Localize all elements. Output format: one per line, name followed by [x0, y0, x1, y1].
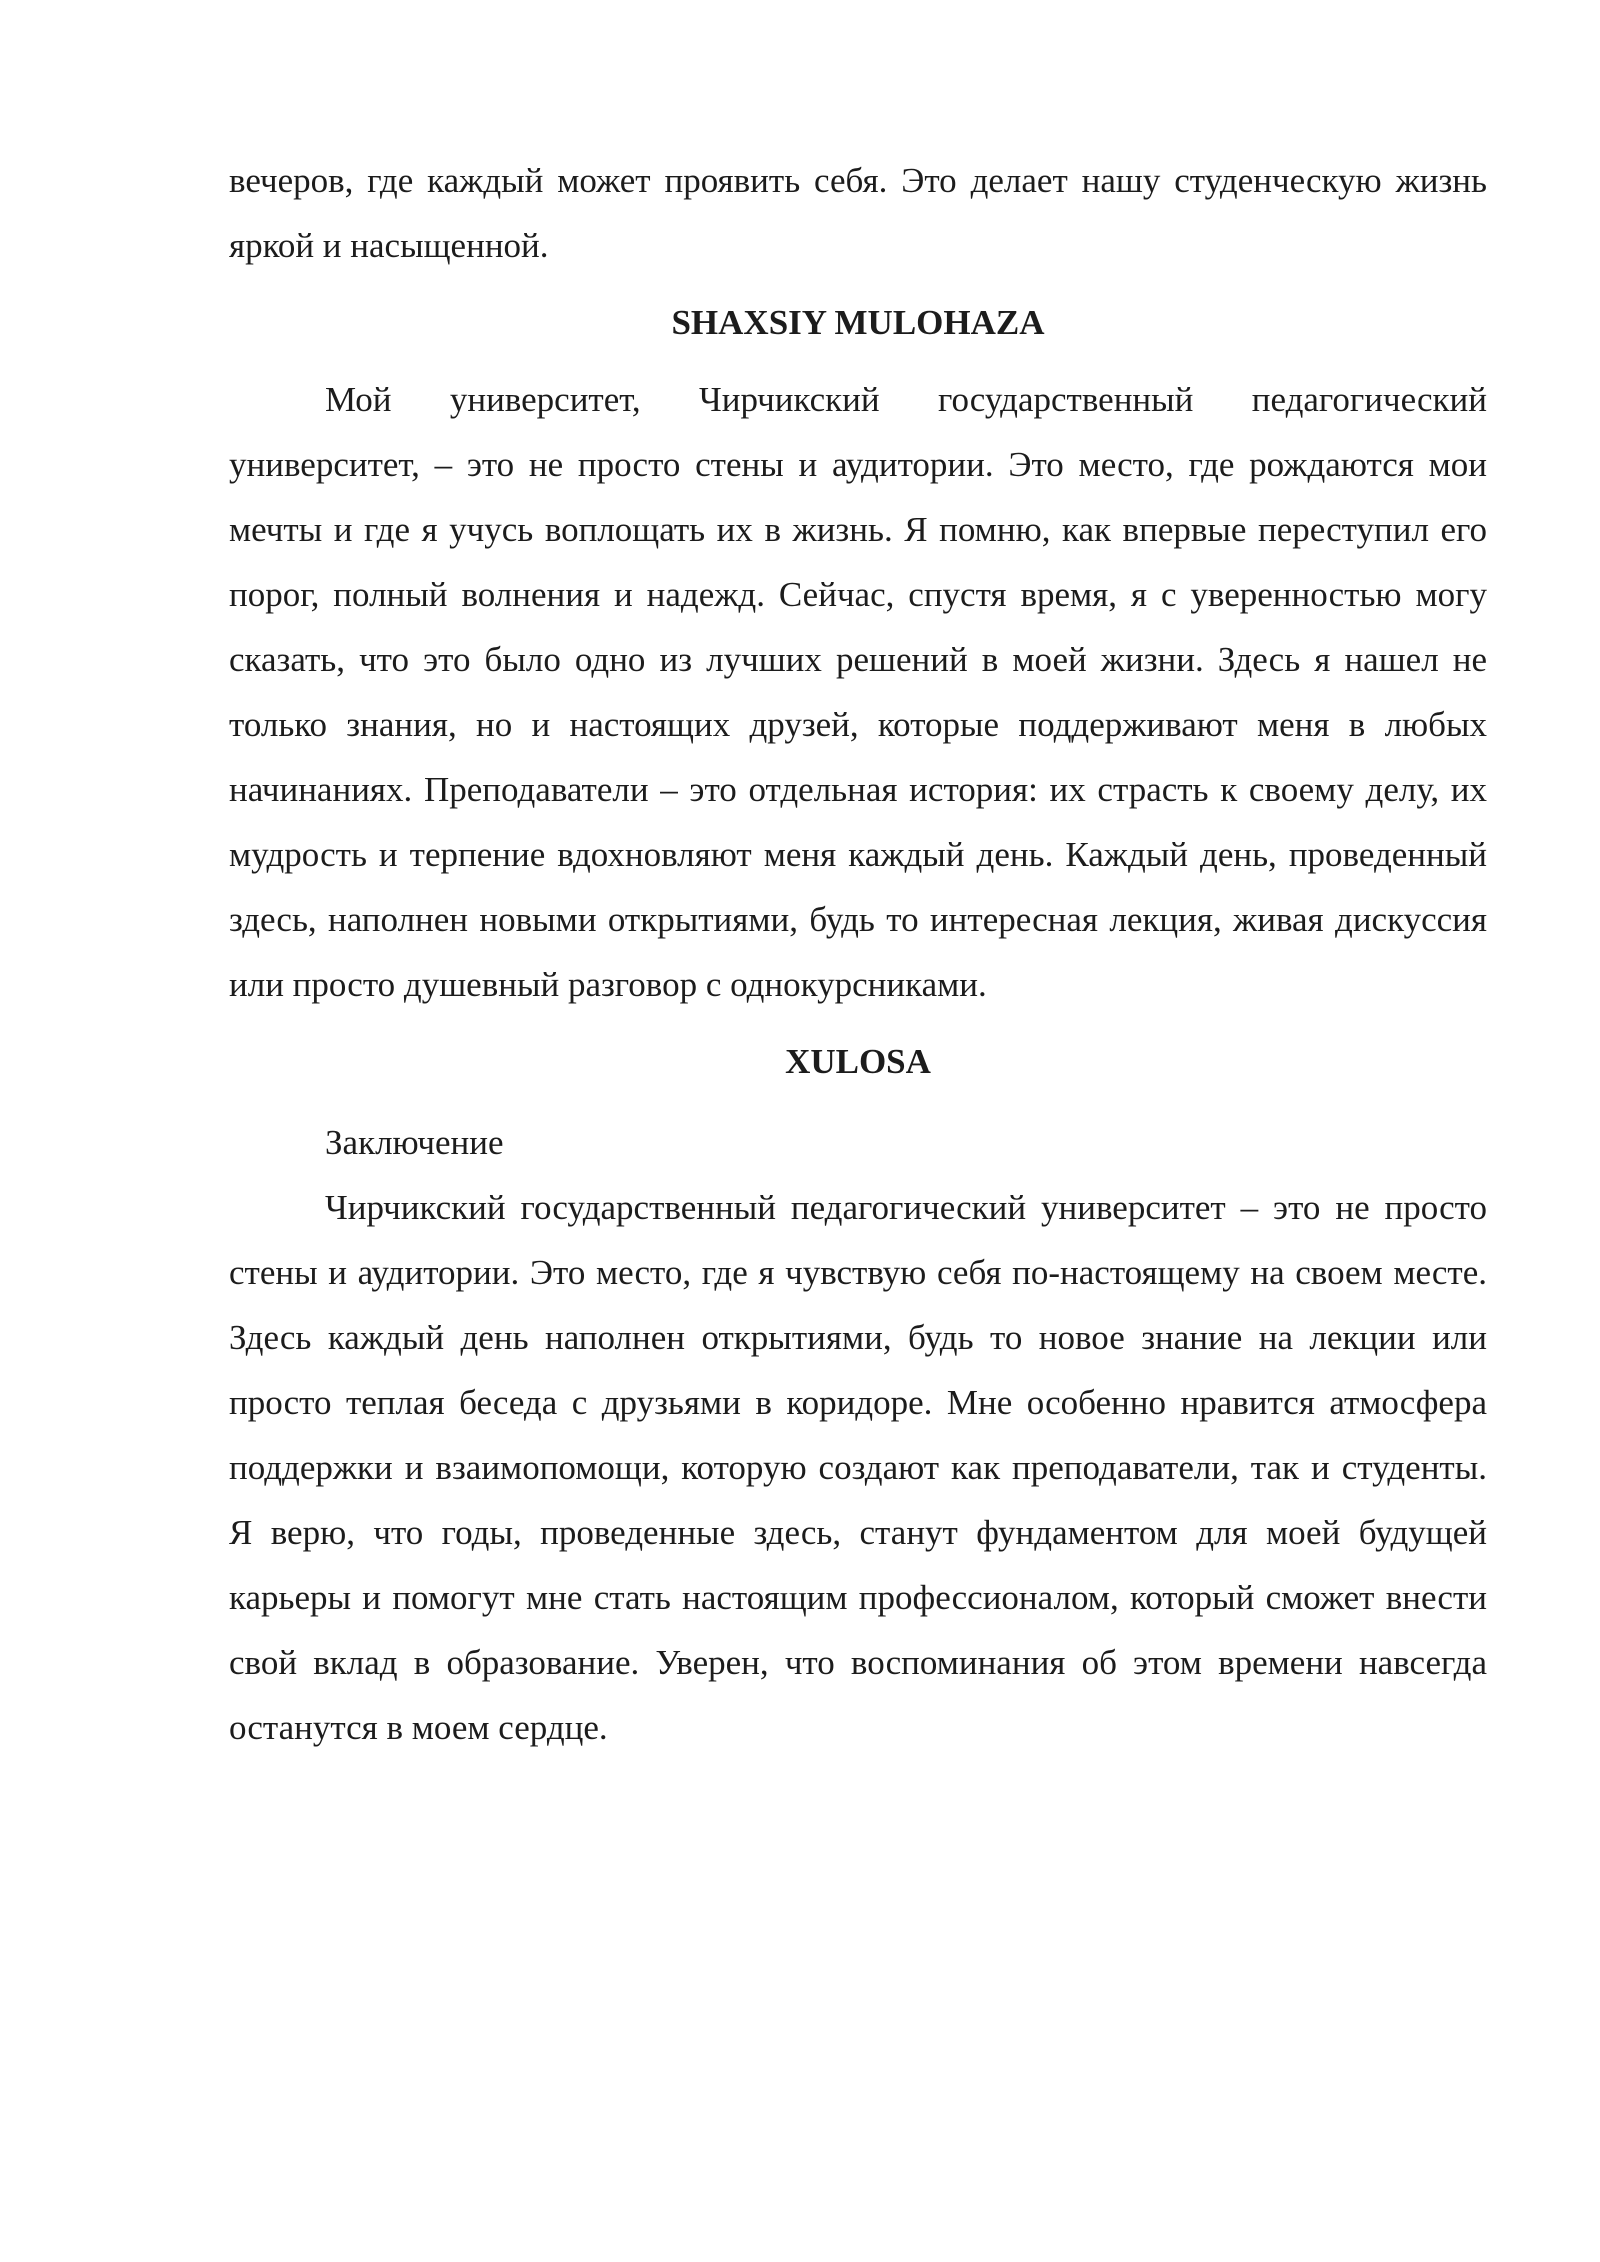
section2-subheading: Заключение — [325, 1123, 504, 1162]
intro-paragraph: вечеров, где каждый может проявить себя. Это делает нашу студенческую жизнь яркой и насыщенной. — [229, 161, 1487, 265]
section1-paragraph: Мой университет, Чирчикский государственный педагогический университет, – это не просто стены и аудитории. Это место, где рождаются мои мечты и где я учусь воплощать их в жизнь. Я помню, как впервые переступил его порог, полный волнения и надежд. Сейчас, спустя время, я с уверенностью могу сказать, что это было одно из лучших решений в моей жизни. Здесь я нашел не только знания, но и настоящих друзей, которые поддерживают меня в любых начинаниях. Преподаватели – это отдельная история: их страсть к своему делу, их мудрость и терпение вдохновляют меня каждый день. Каждый день, проведенный здесь, наполнен новыми открытиями, будь то интересная лекция, живая дискуссия или просто душевный разговор с однокурсниками. — [229, 380, 1487, 1004]
section-heading-shaxsiy-mulohaza: SHAXSIY MULOHAZA — [671, 303, 1045, 342]
section2-paragraph: Чирчикский государственный педагогический университет – это не просто стены и аудитории. Это место, где я чувствую себя по-настоящему на своем месте. Здесь каждый день наполнен открытиями, будь то новое знание на лекции или просто теплая беседа с друзьями в коридоре. Мне особенно нравится атмосфера поддержки и взаимопомощи, которую создают как преподаватели, так и студенты. Я верю, что годы, проведенные здесь, станут фундаментом для моей будущей карьеры и помогут мне стать настоящим профессионалом, который сможет внести свой вклад в образование. Уверен, что воспоминания об этом времени навсегда останутся в моем сердце. — [229, 1188, 1487, 1747]
document-page — [229, 148, 1487, 1760]
section-heading-xulosa: XULOSA — [785, 1042, 931, 1081]
